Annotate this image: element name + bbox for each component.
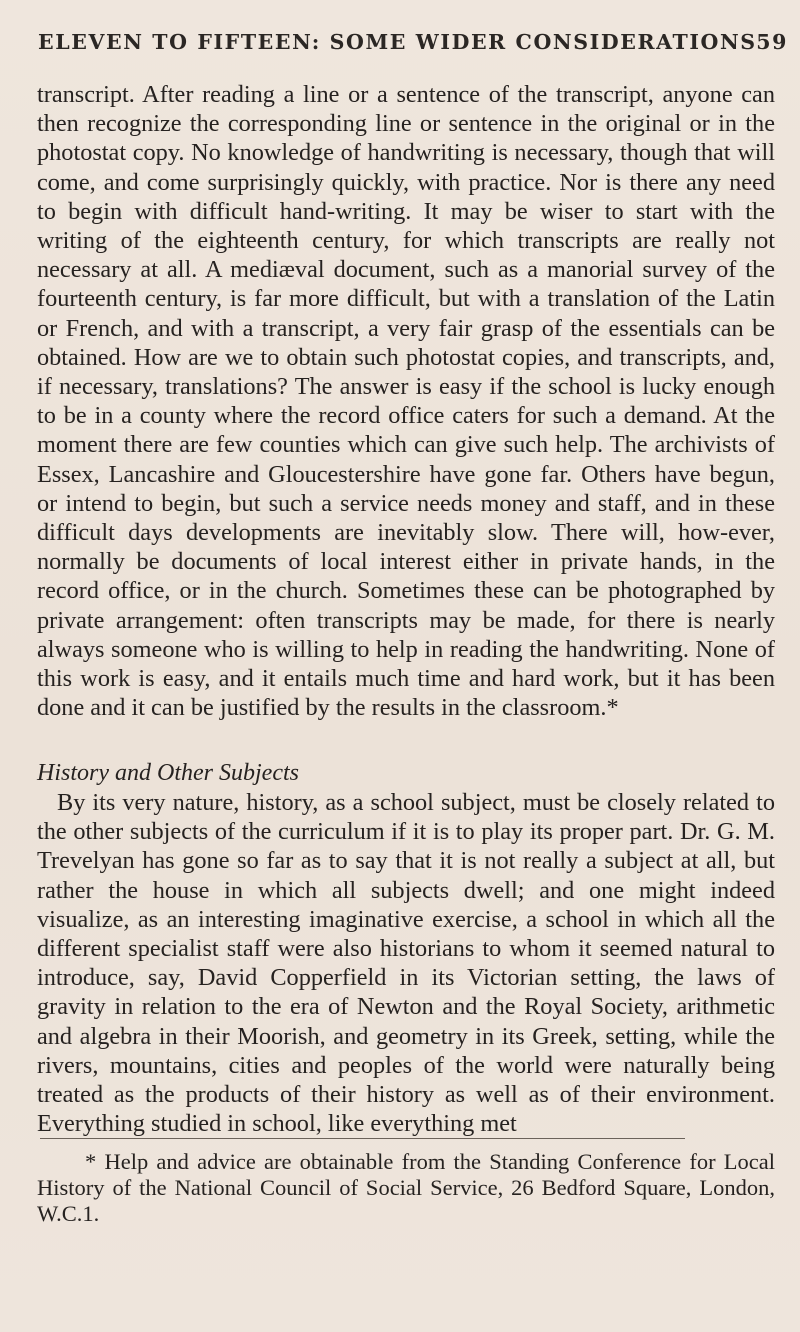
footnote-block (37, 1149, 775, 1227)
footnote-text: * Help and advice are obtainable from the Standing Conference for Local History of the National Council of Social Service, 26 Bedford Square, London, W.C.1. (37, 1149, 775, 1226)
opening-paragraph-block (37, 80, 775, 722)
footnote-divider (40, 1138, 685, 1139)
running-head-title: ELEVEN TO FIFTEEN: SOME WIDER CONSIDERATIONS (38, 30, 757, 54)
running-head (38, 30, 788, 70)
page-number: 59 (756, 30, 788, 54)
section-paragraph: By its very nature, history, as a school subject, must be closely related to the other subjects of the curriculum if it is to play its proper part. Dr. G. M. Trevelyan has gone so far as to say that it is not really a subject at all, but rather the house in which all subjects dwell; and one might indeed visualize, as an interesting imaginative exercise, a school in which all the different specialist staff were also historians to whom it seemed natural to introduce, say, David Copperfield in its Victorian setting, the laws of gravity in relation to the era of Newton and the Royal Society, arithmetic and algebra in their Moorish, and geometry in its Greek, setting, while the rivers, mountains, cities and peoples of the world were naturally being treated as the products of their history as well as of their environment. Everything studied in school, like everything met (37, 789, 775, 1138)
section-heading: History and Other Subjects (37, 760, 299, 786)
section-paragraph-block (37, 788, 775, 1138)
opening-paragraph: transcript. After reading a line or a sentence of the transcript, anyone can then recognize the corresponding line or sentence in the original or in the photostat copy. No knowledge of handwriting is necessary, though that will come, and come surprisingly quickly, with practice. Nor is there any need to begin with difficult hand-writing. It may be wiser to start with the writing of the eighteenth century, for which transcripts are really not necessary at all. A mediæval document, such as a manorial survey of the fourteenth century, is far more difficult, but with a translation of the Latin or French, and with a transcript, a very fair grasp of the essentials can be obtained. How are we to obtain such photostat copies, and transcripts, and, if necessary, translations? The answer is easy if the school is lucky enough to be in a county where the record office caters for such a demand. At the moment there are few counties which can give such help. The archivists of Essex, Lancashire and Gloucestershire have gone far. Others have begun, or intend to begin, but such a service needs money and staff, and in these difficult days developments are inevitably slow. There will, how-ever, normally be documents of local interest either in private hands, in the record office, or in the church. Sometimes these can be photographed by private arrangement: often transcripts may be made, for there is nearly always someone who is willing to help in reading the handwriting. None of this work is easy, and it entails much time and hard work, but it has been done and it can be justified by the results in the classroom.* (37, 81, 775, 722)
